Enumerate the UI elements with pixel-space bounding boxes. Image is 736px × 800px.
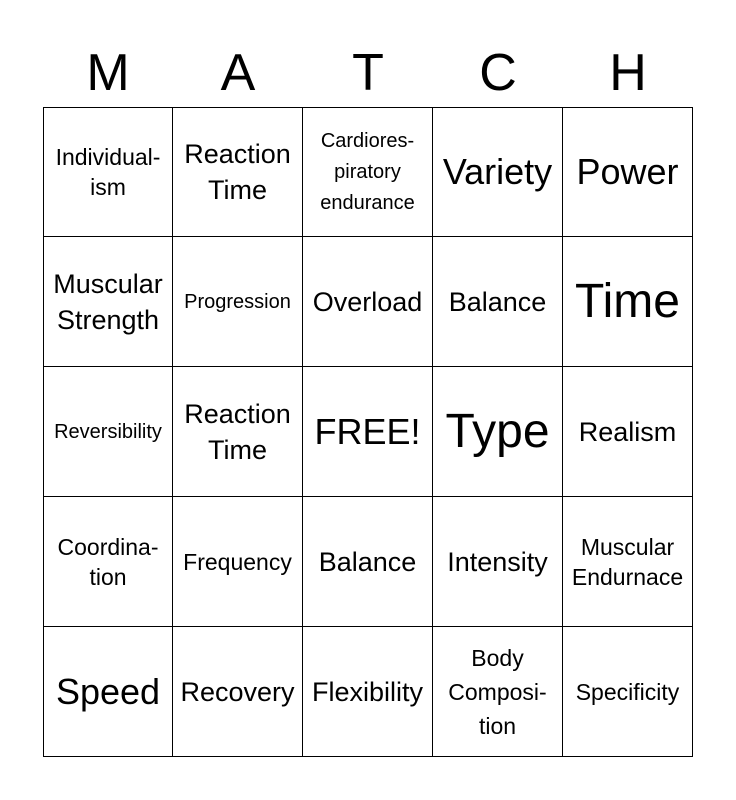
header-letter-c: C <box>479 44 517 102</box>
bingo-cell-text: Cardiores- piratory endurance <box>320 129 415 214</box>
bingo-cell-text: Balance <box>318 546 417 577</box>
bingo-cell[interactable] <box>43 237 173 367</box>
bingo-cell-text: Flexibility <box>311 676 424 707</box>
bingo-cell[interactable] <box>303 627 433 757</box>
bingo-cell-text: Power <box>576 151 679 192</box>
bingo-cell-text: Time <box>575 274 680 328</box>
bingo-cell[interactable] <box>563 627 693 757</box>
bingo-cell[interactable] <box>433 367 563 497</box>
bingo-cell[interactable] <box>303 237 433 367</box>
bingo-cell[interactable] <box>563 237 693 367</box>
bingo-cell-text: Intensity <box>447 546 548 577</box>
bingo-cell-text: Realism <box>578 416 677 447</box>
bingo-cell-text: Coordina- tion <box>57 533 159 590</box>
bingo-cell[interactable] <box>173 237 303 367</box>
bingo-cell-text: Progression <box>184 290 291 313</box>
bingo-cell-text: FREE! <box>314 410 421 452</box>
bingo-cell[interactable] <box>173 627 303 757</box>
bingo-cell[interactable] <box>173 107 303 237</box>
bingo-cell-text: Recovery <box>180 676 295 707</box>
bingo-cell-text: Balance <box>448 286 547 317</box>
bingo-cell-text: Individual- ism <box>55 144 161 200</box>
bingo-cell[interactable] <box>433 497 563 627</box>
bingo-cell[interactable] <box>563 107 693 237</box>
bingo-cell-text: Specificity <box>575 678 680 705</box>
bingo-cell-text: Reaction Time <box>184 398 291 465</box>
bingo-cell[interactable] <box>433 627 563 757</box>
bingo-cell[interactable] <box>433 237 563 367</box>
bingo-cell-text: Speed <box>55 670 161 712</box>
bingo-cell-text: Body Composi- tion <box>448 644 547 739</box>
bingo-cell-text: Overload <box>312 286 423 317</box>
header-letter-h: H <box>609 44 647 102</box>
bingo-cell[interactable] <box>43 367 173 497</box>
bingo-cell-text: Reaction Time <box>184 139 291 205</box>
bingo-cell[interactable] <box>43 107 173 237</box>
bingo-cell[interactable] <box>303 107 433 237</box>
bingo-cell[interactable] <box>43 497 173 627</box>
header-letter-m: M <box>86 44 130 102</box>
bingo-cell-text: Type <box>445 404 550 458</box>
bingo-header <box>43 38 693 108</box>
bingo-cell[interactable] <box>563 497 693 627</box>
bingo-card-grid <box>43 107 693 757</box>
bingo-cell-text: Reversibility <box>54 420 162 443</box>
bingo-cell[interactable] <box>173 497 303 627</box>
bingo-cell[interactable] <box>43 627 173 757</box>
bingo-cell[interactable] <box>433 107 563 237</box>
bingo-cell-free[interactable] <box>303 367 433 497</box>
bingo-cell-text: Muscular Endurnace <box>571 533 684 590</box>
bingo-cell[interactable] <box>173 367 303 497</box>
header-letter-a: A <box>220 44 256 102</box>
bingo-cell-text: Variety <box>442 151 553 192</box>
bingo-cell[interactable] <box>563 367 693 497</box>
bingo-cell[interactable] <box>303 497 433 627</box>
bingo-cell-text: Frequency <box>183 548 292 575</box>
header-letter-t: T <box>352 44 384 102</box>
bingo-cell-text: Muscular Strength <box>53 268 163 335</box>
